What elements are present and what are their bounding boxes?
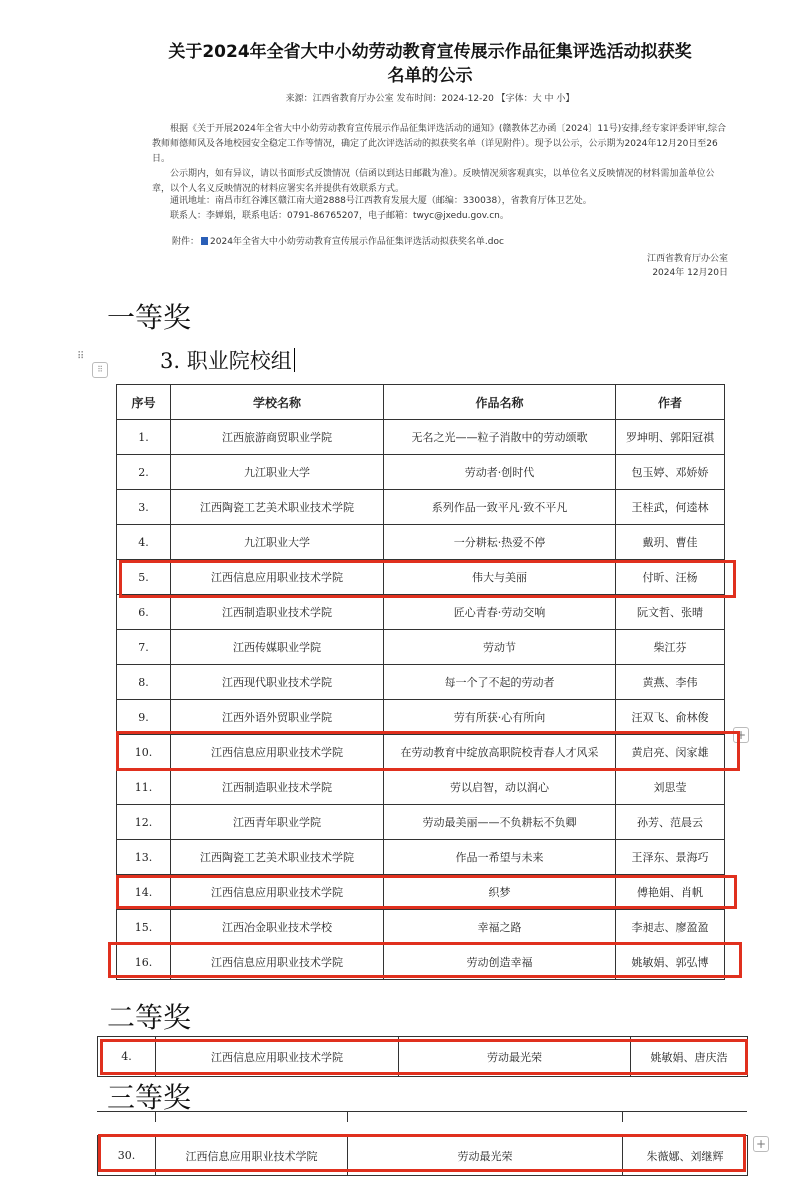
highlight-row-10	[116, 731, 740, 771]
highlight-third-row	[98, 1134, 746, 1172]
cell-author: 戴玥、曹佳	[616, 525, 725, 560]
notice-title	[140, 40, 720, 88]
table-row	[117, 805, 725, 840]
cell-school: 江西制造职业技术学院	[171, 595, 384, 630]
cell-work: 系列作品一致平凡·致不平凡	[384, 490, 616, 525]
cell-work: 匠心青春·劳动交响	[384, 595, 616, 630]
highlight-row-14	[116, 875, 737, 909]
cell-school: 江西青年职业学院	[171, 805, 384, 840]
cell-index: 1.	[117, 420, 171, 455]
table-row	[117, 630, 725, 665]
cell-index: 12.	[117, 805, 171, 840]
cell-school: 江西信息应用职业技术学院	[171, 945, 384, 980]
cell-index: 14.	[117, 875, 171, 910]
highlight-second-row	[100, 1039, 748, 1075]
cell-author: 朱薇娜、刘继辉	[623, 1136, 748, 1176]
table-header-row	[117, 385, 725, 420]
cell-work: 劳动最光荣	[399, 1037, 631, 1077]
notice-title-line1: 关于2024年全省大中小幼劳动教育宣传展示作品征集评选活动拟获奖	[168, 42, 692, 62]
cell-work: 劳动最美丽——不负耕耘不负卿	[384, 805, 616, 840]
group-title-text: 3. 职业院校组	[160, 349, 292, 373]
cell-index: 8.	[117, 665, 171, 700]
cell-school: 江西陶瓷工艺美术职业技术学院	[171, 490, 384, 525]
cell-school: 九江职业大学	[171, 525, 384, 560]
cell-work: 劳动创造幸福	[384, 945, 616, 980]
cell-author: 王泽东、景海巧	[616, 840, 725, 875]
notice-attachment	[172, 234, 504, 247]
notice-signer: 江西省教育厅办公室	[646, 254, 728, 264]
table-row	[117, 455, 725, 490]
cell-school: 江西陶瓷工艺美术职业技术学院	[171, 840, 384, 875]
add-row-icon-2[interactable]: +	[753, 1136, 769, 1152]
cell-work: 劳动者·创时代	[384, 455, 616, 490]
notice-contact: 联系人：李婵娟，联系电话：0791-86765207，电子邮箱：twyc@jxedu.gov.cn。	[170, 211, 509, 221]
cell-work: 劳动节	[384, 630, 616, 665]
cell-index: 4.	[117, 525, 171, 560]
cell-author: 黄启亮、闵家雄	[616, 735, 725, 770]
cell-school: 九江职业大学	[171, 455, 384, 490]
cell-author: 罗坤明、郭阳冠祺	[616, 420, 725, 455]
notice-meta: 来源：江西省教育厅办公室 发布时间：2024-12-20 【字体：大 中 小】	[285, 94, 575, 104]
highlight-row-16	[108, 942, 742, 978]
cell-index: 9.	[117, 700, 171, 735]
notice-paragraph-1: 根据《关于开展2024年全省大中小幼劳动教育宣传展示作品征集评选活动的通知》(赣教体艺办函〔2024〕11号)安排,经专家评委评审,综合教师师德师风及各地校园安全稳定工作等情况，确定了此次评选活动的拟获奖名单（详见附件）。现予以公示，公示期为2024年12月20日至26日。	[152, 124, 727, 164]
table-row	[117, 525, 725, 560]
doc-file-icon	[201, 237, 208, 245]
cell-index: 2.	[117, 455, 171, 490]
highlight-row-5	[119, 560, 736, 598]
cell-work: 伟大与美丽	[384, 560, 616, 595]
table-row	[117, 770, 725, 805]
cell-work: 无名之光——粒子消散中的劳动颂歌	[384, 420, 616, 455]
text-cursor	[294, 348, 295, 372]
cell-work: 每一个了不起的劳动者	[384, 665, 616, 700]
cell-work: 劳动最光荣	[348, 1136, 623, 1176]
cell-author: 阮文哲、张晴	[616, 595, 725, 630]
add-row-icon[interactable]: +	[733, 727, 749, 743]
header-index: 序号	[117, 385, 171, 420]
cell-school: 江西信息应用职业技术学院	[171, 875, 384, 910]
cell-school: 江西制造职业技术学院	[171, 770, 384, 805]
cell-index: 30.	[98, 1136, 156, 1176]
cell-index: 16.	[117, 945, 171, 980]
table-row	[117, 420, 725, 455]
cell-school: 江西传媒职业学院	[171, 630, 384, 665]
cell-author: 姚敏娟、唐庆浩	[631, 1037, 748, 1077]
cell-author: 姚敏娟、郭弘博	[616, 945, 725, 980]
notice-sign-date: 2024年 12月20日	[652, 268, 728, 278]
cell-index: 15.	[117, 910, 171, 945]
table-row	[117, 665, 725, 700]
cell-index: 7.	[117, 630, 171, 665]
cell-work: 一分耕耘·热爱不停	[384, 525, 616, 560]
cell-work: 劳有所获·心有所向	[384, 700, 616, 735]
cell-school: 江西信息应用职业技术学院	[156, 1136, 348, 1176]
header-school: 学校名称	[171, 385, 384, 420]
notice-address: 通讯地址：南昌市红谷滩区赣江南大道2888号江西教育发展大厦（邮编：330038），省教育厅体卫艺处。	[170, 196, 592, 206]
cell-work: 幸福之路	[384, 910, 616, 945]
header-work: 作品名称	[384, 385, 616, 420]
cut-previous-row	[97, 1110, 747, 1122]
cell-school: 江西现代职业技术学院	[171, 665, 384, 700]
cell-index: 4.	[98, 1037, 156, 1077]
table-row	[117, 700, 725, 735]
cell-work: 织梦	[384, 875, 616, 910]
cell-author: 孙芳、范晨云	[616, 805, 725, 840]
cell-author: 黄燕、李伟	[616, 665, 725, 700]
cell-index: 3.	[117, 490, 171, 525]
cell-work: 作品一希望与未来	[384, 840, 616, 875]
cell-school: 江西外语外贸职业学院	[171, 700, 384, 735]
header-author: 作者	[616, 385, 725, 420]
cell-index: 6.	[117, 595, 171, 630]
cell-index: 11.	[117, 770, 171, 805]
attachment-label: 附件：	[172, 237, 200, 247]
cell-author: 王桂武，何逵林	[616, 490, 725, 525]
third-prize-heading: 三等奖	[107, 1081, 192, 1114]
cell-author: 汪双飞、俞林俊	[616, 700, 725, 735]
cell-index: 5.	[117, 560, 171, 595]
second-prize-heading: 二等奖	[107, 1001, 192, 1034]
drag-dots-icon[interactable]: ⠿	[77, 351, 85, 362]
table-row	[117, 910, 725, 945]
cell-school: 江西信息应用职业技术学院	[171, 735, 384, 770]
cell-author: 刘思莹	[616, 770, 725, 805]
table-row	[117, 595, 725, 630]
cell-work: 劳以启智，动以润心	[384, 770, 616, 805]
cell-school: 江西信息应用职业技术学院	[156, 1037, 399, 1077]
group-title	[160, 345, 295, 375]
notice-title-line2: 名单的公示	[387, 66, 473, 86]
cell-author: 包玉婷、邓娇娇	[616, 455, 725, 490]
cell-index: 13.	[117, 840, 171, 875]
cell-author: 傅艳娟、肖帆	[616, 875, 725, 910]
cell-school: 江西冶金职业技术学校	[171, 910, 384, 945]
table-row	[117, 840, 725, 875]
cell-work: 在劳动教育中绽放高职院校青春人才风采	[384, 735, 616, 770]
table-row	[117, 490, 725, 525]
attachment-link[interactable]: 2024年全省大中小幼劳动教育宣传展示作品征集评选活动拟获奖名单.doc	[210, 237, 504, 247]
cell-author: 李昶志、廖盈盈	[616, 910, 725, 945]
cell-index: 10.	[117, 735, 171, 770]
first-prize-heading: 一等奖	[107, 301, 192, 334]
notice-paragraph-2: 公示期内，如有异议，请以书面形式反馈情况（信函以到达日邮戳为准）。反映情况须客观真实，以单位名义反映情况的材料需加盖单位公章，以个人名义反映情况的材料应署实名并提供有效联系方式。	[152, 169, 715, 194]
cell-author: 柴江芬	[616, 630, 725, 665]
cell-school: 江西信息应用职业技术学院	[171, 560, 384, 595]
block-handle-icon[interactable]: ⠿	[92, 362, 108, 378]
cell-school: 江西旅游商贸职业学院	[171, 420, 384, 455]
cell-author: 付昕、汪杨	[616, 560, 725, 595]
